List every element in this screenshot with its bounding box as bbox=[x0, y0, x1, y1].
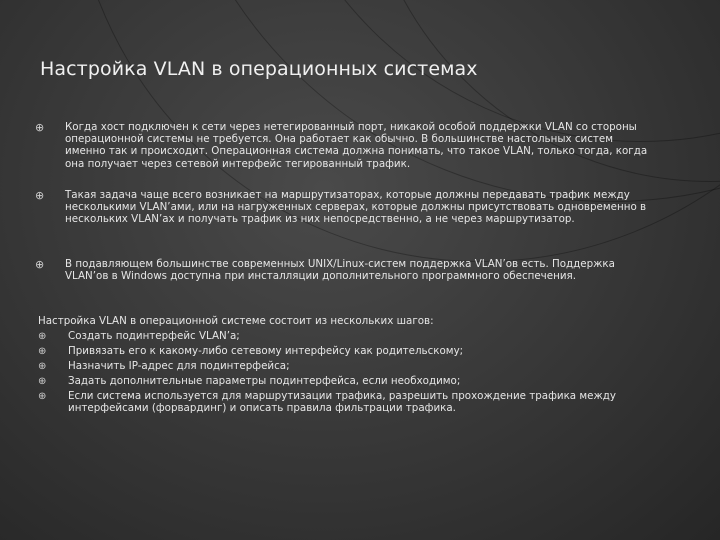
circled-plus-icon: ⊕ bbox=[38, 361, 47, 372]
circled-plus-icon: ⊕ bbox=[38, 391, 47, 402]
circled-plus-icon: ⊕ bbox=[35, 258, 45, 271]
step-item: Привязать его к какому-либо сетевому интерфейсу как родительскому; bbox=[68, 345, 464, 357]
circled-plus-icon: ⊕ bbox=[38, 331, 47, 342]
paragraph: Такая задача чаще всего возникает на маршрутизаторах, которые должны передавать трафик между несколькими VLAN’ами, или на нагруженных серверах, которые должны присутствовать одновременно в нескольких VLAN’ах и получать трафик из них непосредственно, а не через маршрутизатор. bbox=[65, 189, 647, 226]
circled-plus-icon: ⊕ bbox=[38, 346, 47, 357]
circled-plus-icon: ⊕ bbox=[35, 189, 45, 202]
circled-plus-icon: ⊕ bbox=[35, 121, 45, 134]
paragraph: Когда хост подключен к сети через нетегированный порт, никакой особой поддержки VLAN со стороны операционной системы не требуется. Она работает как обычно. В большинстве настольных систем именно так и происходит. Операционная система должна понимать, что такое VLAN, только тогда, когда она получает через сетевой интерфейс тегированный трафик. bbox=[65, 121, 648, 170]
steps-intro: Настройка VLAN в операционной системе состоит из нескольких шагов: bbox=[38, 315, 434, 327]
step-item: Назначить IP-адрес для подинтерфейса; bbox=[68, 360, 290, 372]
step-item: Задать дополнительные параметры подинтерфейса, если необходимо; bbox=[68, 375, 461, 387]
step-item: Создать подинтерфейс VLAN’а; bbox=[68, 330, 240, 342]
slide-title: Настройка VLAN в операционных системах bbox=[40, 58, 478, 80]
circled-plus-icon: ⊕ bbox=[38, 376, 47, 387]
step-item: Если система используется для маршрутизации трафика, разрешить прохождение трафика между интерфейсами (форвардинг) и описать правила фильтрации трафика. bbox=[68, 390, 616, 415]
paragraph: В подавляющем большинстве современных UNIX/Linux-систем поддержка VLAN’ов есть. Поддержка VLAN’ов в Windows доступна при инсталляции дополнительного программного обеспечения. bbox=[65, 258, 615, 283]
